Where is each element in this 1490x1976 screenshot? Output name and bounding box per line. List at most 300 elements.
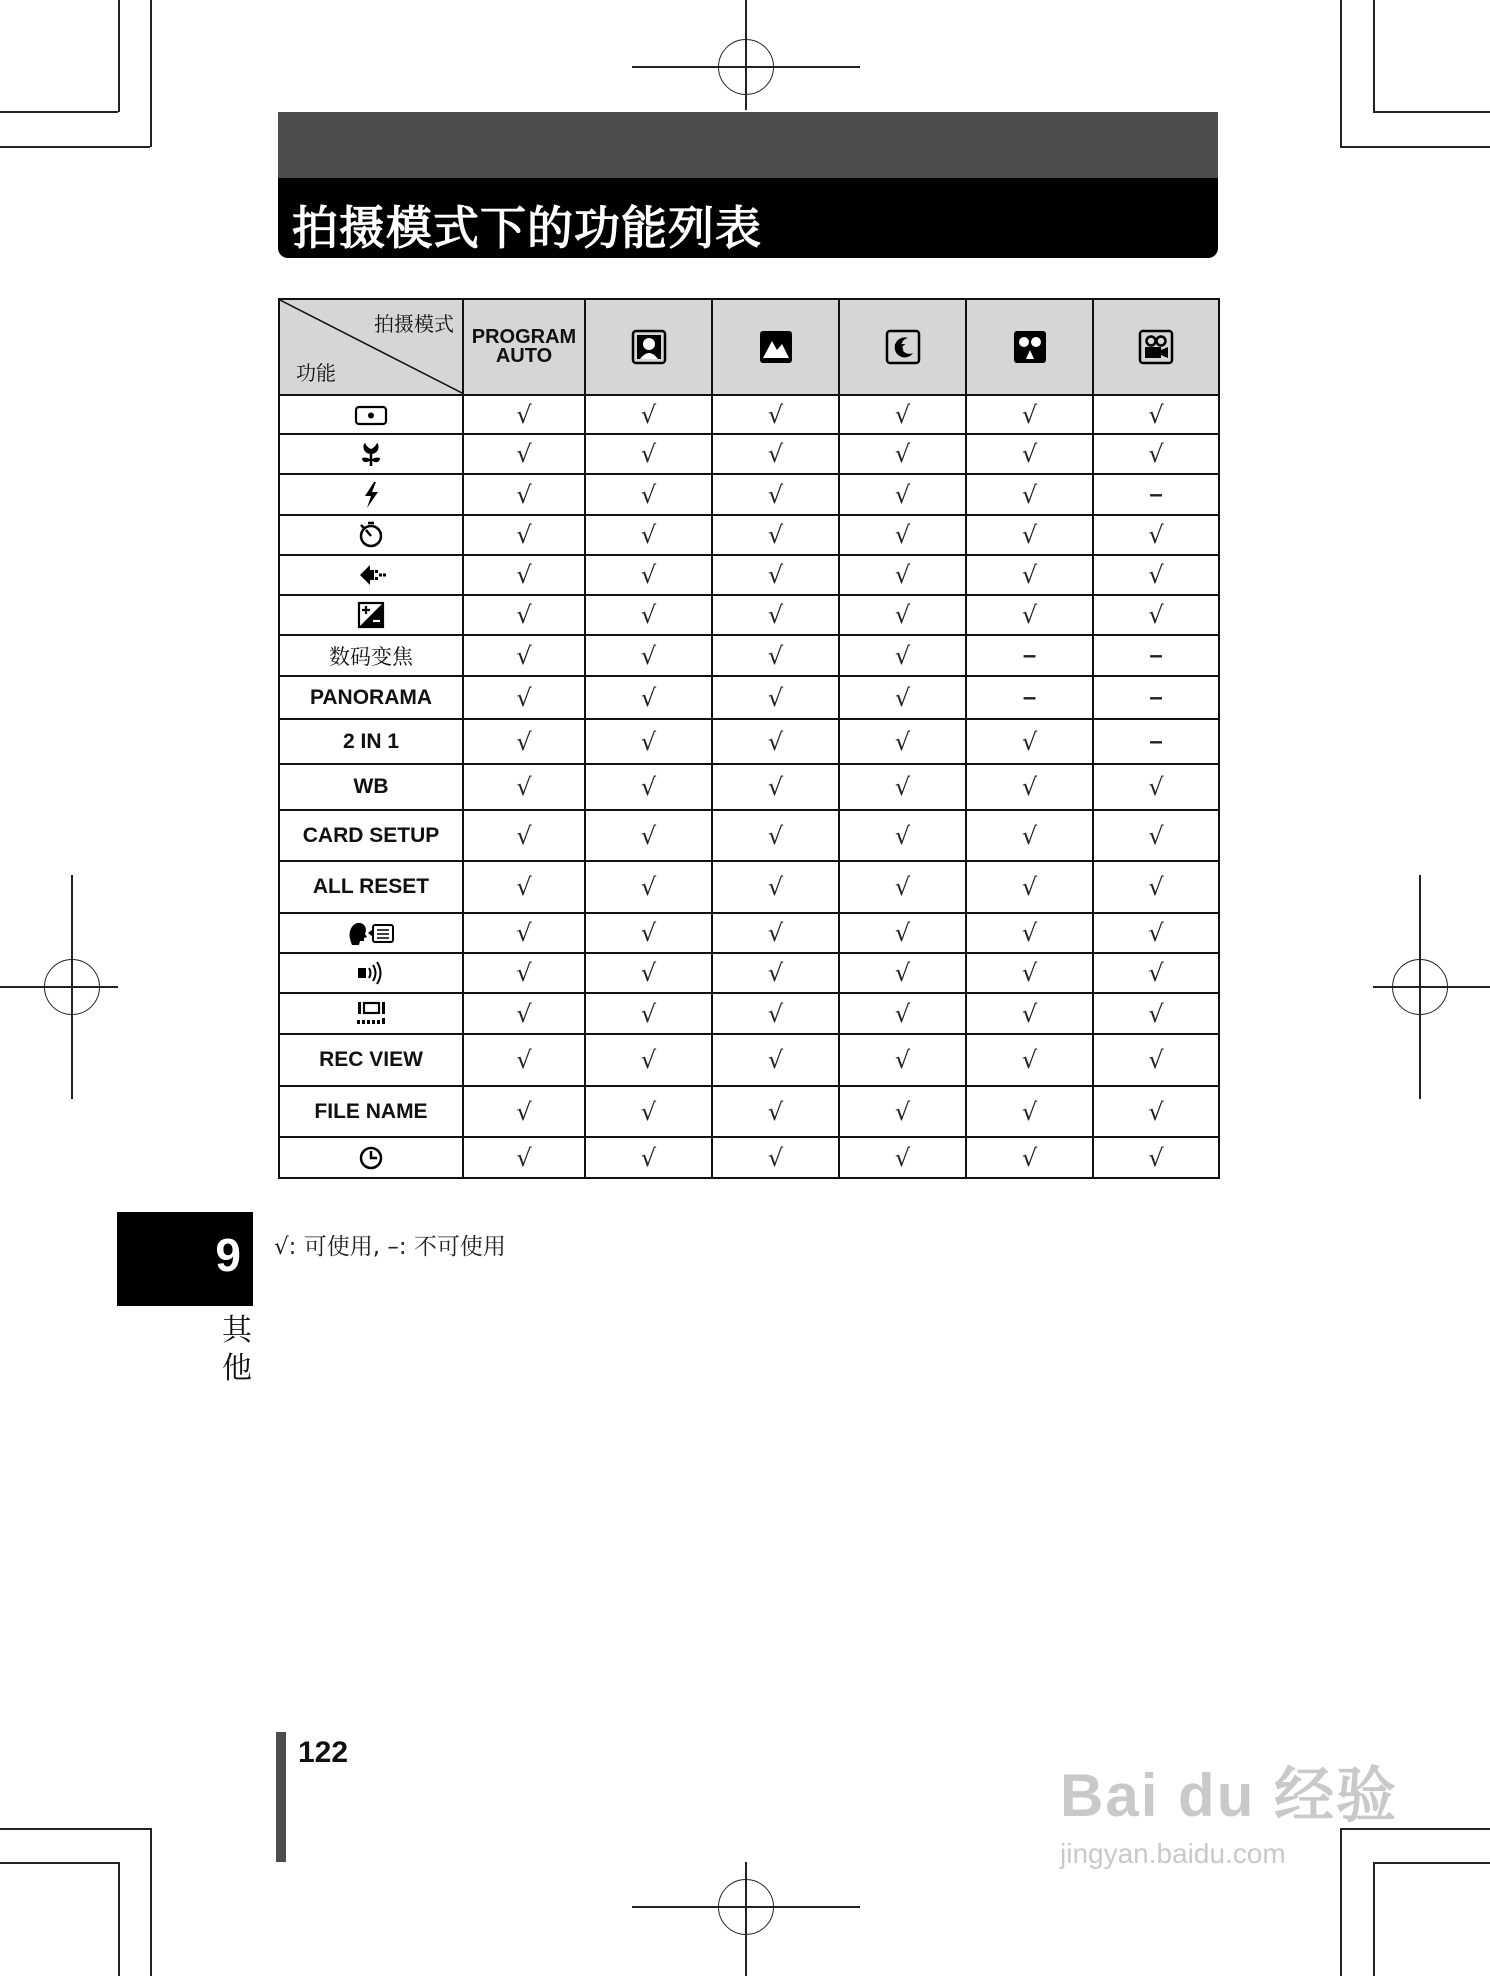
availability-cell xyxy=(839,595,966,635)
available-mark: √ xyxy=(894,1143,911,1172)
available-mark: √ xyxy=(640,919,657,947)
availability-cell xyxy=(585,993,712,1034)
page-header xyxy=(278,178,1218,258)
availability-cell xyxy=(463,953,585,993)
available-mark: √ xyxy=(640,821,657,850)
available-mark: √ xyxy=(1021,601,1038,629)
availability-cell xyxy=(839,764,966,810)
available-mark: √ xyxy=(1148,773,1164,801)
availability-cell xyxy=(839,474,966,515)
function-axis-label: 功能 xyxy=(296,361,336,385)
availability-cell xyxy=(585,1137,712,1178)
unavailable-mark: – xyxy=(1022,641,1037,669)
available-mark: √ xyxy=(894,480,911,509)
availability-cell xyxy=(712,953,839,993)
crop-mark xyxy=(1373,0,1375,112)
availability-cell xyxy=(1093,1137,1219,1178)
available-mark: √ xyxy=(516,821,532,850)
availability-cell xyxy=(1093,474,1219,515)
available-mark: √ xyxy=(894,821,911,850)
table-row xyxy=(279,953,1219,993)
table-row xyxy=(279,635,1219,676)
available-mark: √ xyxy=(767,873,784,901)
mode-header xyxy=(463,299,585,395)
table-row xyxy=(279,764,1219,810)
function-label: ALL RESET xyxy=(312,875,430,898)
availability-cell xyxy=(712,1137,839,1178)
exposure-compensation-icon xyxy=(354,601,388,629)
available-mark: √ xyxy=(1021,873,1038,901)
mode-header xyxy=(1093,299,1219,395)
unavailable-mark: – xyxy=(1149,727,1163,755)
movie-mode-icon xyxy=(1138,329,1174,365)
availability-cell xyxy=(1093,635,1219,676)
availability-cell xyxy=(463,434,585,474)
available-mark: √ xyxy=(1021,521,1038,549)
availability-cell xyxy=(463,1086,585,1137)
available-mark: √ xyxy=(767,561,784,589)
available-mark: √ xyxy=(767,773,784,801)
available-mark: √ xyxy=(894,641,911,670)
availability-cell xyxy=(839,913,966,953)
available-mark: √ xyxy=(1021,773,1038,801)
registration-circle xyxy=(718,1879,774,1935)
function-cell xyxy=(279,395,463,434)
availability-cell xyxy=(966,434,1093,474)
availability-cell xyxy=(463,810,585,861)
available-mark: √ xyxy=(1021,919,1038,947)
availability-cell xyxy=(463,395,585,434)
availability-cell xyxy=(463,913,585,953)
crop-mark xyxy=(118,1862,120,1976)
availability-cell xyxy=(966,913,1093,953)
function-cell xyxy=(279,764,463,810)
function-label: 2 IN 1 xyxy=(342,729,400,753)
availability-cell xyxy=(463,764,585,810)
crop-mark xyxy=(1340,0,1342,147)
availability-cell xyxy=(839,1137,966,1178)
availability-cell xyxy=(839,1034,966,1086)
crop-mark xyxy=(1340,146,1490,148)
available-mark: √ xyxy=(516,480,532,509)
availability-cell xyxy=(966,764,1093,810)
table-row xyxy=(279,861,1219,913)
mode-header xyxy=(966,299,1093,395)
available-mark: √ xyxy=(1148,1046,1164,1074)
availability-cell xyxy=(966,953,1093,993)
available-mark: √ xyxy=(767,821,784,850)
table-row xyxy=(279,719,1219,764)
availability-cell xyxy=(1093,810,1219,861)
availability-cell xyxy=(463,555,585,595)
available-mark: √ xyxy=(516,999,532,1028)
function-label: PANORAMA xyxy=(309,685,433,709)
availability-cell xyxy=(966,1137,1093,1178)
available-mark: √ xyxy=(1148,601,1164,629)
language-menu-icon xyxy=(346,919,396,947)
available-mark: √ xyxy=(516,641,532,670)
table-row xyxy=(279,676,1219,719)
availability-cell xyxy=(712,719,839,764)
availability-cell xyxy=(712,555,839,595)
available-mark: √ xyxy=(640,641,657,670)
spot-metering-icon xyxy=(354,401,388,429)
watermark xyxy=(1060,1748,1398,1870)
available-mark: √ xyxy=(1148,873,1164,901)
available-mark: √ xyxy=(1148,821,1164,850)
availability-cell xyxy=(966,555,1093,595)
available-mark: √ xyxy=(516,727,532,756)
available-mark: √ xyxy=(640,1143,657,1172)
available-mark: √ xyxy=(1148,400,1164,429)
landscape-mode-icon xyxy=(758,329,794,365)
available-mark: √ xyxy=(516,683,532,712)
clock-icon xyxy=(354,1144,388,1172)
available-mark: √ xyxy=(894,683,911,712)
table-row xyxy=(279,474,1219,515)
availability-cell xyxy=(463,993,585,1034)
available-mark: √ xyxy=(894,1097,911,1126)
available-mark: √ xyxy=(516,400,532,429)
availability-cell xyxy=(585,555,712,595)
mode-header xyxy=(712,299,839,395)
available-mark: √ xyxy=(640,601,657,629)
available-mark: √ xyxy=(1021,480,1038,509)
function-cell xyxy=(279,1137,463,1178)
availability-cell xyxy=(585,810,712,861)
available-mark: √ xyxy=(516,919,532,947)
available-mark: √ xyxy=(640,959,657,987)
available-mark: √ xyxy=(767,1143,784,1172)
availability-cell xyxy=(585,913,712,953)
available-mark: √ xyxy=(1021,959,1038,987)
availability-cell xyxy=(712,395,839,434)
availability-cell xyxy=(839,861,966,913)
availability-cell xyxy=(839,810,966,861)
available-mark: √ xyxy=(516,873,532,901)
available-mark: √ xyxy=(1021,999,1038,1028)
available-mark: √ xyxy=(767,999,784,1028)
mode-header xyxy=(839,299,966,395)
available-mark: √ xyxy=(767,683,784,712)
available-mark: √ xyxy=(1021,400,1038,429)
available-mark: √ xyxy=(1021,1143,1038,1172)
table-row xyxy=(279,434,1219,474)
availability-cell xyxy=(712,861,839,913)
unavailable-mark: – xyxy=(1149,641,1163,669)
function-label: FILE NAME xyxy=(314,1099,428,1123)
available-mark: √ xyxy=(640,999,657,1028)
availability-cell xyxy=(463,676,585,719)
available-mark: √ xyxy=(516,773,532,801)
availability-cell xyxy=(966,1034,1093,1086)
table-row xyxy=(279,1034,1219,1086)
availability-cell xyxy=(463,474,585,515)
availability-cell xyxy=(712,1034,839,1086)
availability-cell xyxy=(585,764,712,810)
available-mark: √ xyxy=(894,601,911,629)
available-mark: √ xyxy=(767,400,784,429)
mode-axis-label: 拍摄模式 xyxy=(374,312,454,336)
function-label: 数码变焦 xyxy=(329,644,413,669)
availability-cell xyxy=(966,810,1093,861)
available-mark: √ xyxy=(1148,1143,1164,1172)
available-mark: √ xyxy=(640,873,657,901)
available-mark: √ xyxy=(894,521,911,549)
available-mark: √ xyxy=(1148,1097,1164,1126)
function-label: CARD SETUP xyxy=(302,823,440,847)
function-cell xyxy=(279,1034,463,1086)
availability-cell xyxy=(966,676,1093,719)
availability-cell xyxy=(1093,395,1219,434)
availability-cell xyxy=(463,861,585,913)
legend: √: 可使用, –: 不可使用 xyxy=(274,1234,506,1260)
watermark-brand: Bai du 经验 xyxy=(1060,1762,1399,1829)
available-mark: √ xyxy=(516,1046,532,1074)
availability-cell xyxy=(966,861,1093,913)
function-cell xyxy=(279,555,463,595)
available-mark: √ xyxy=(767,480,784,509)
availability-cell xyxy=(1093,1034,1219,1086)
availability-cell xyxy=(1093,764,1219,810)
availability-cell xyxy=(712,434,839,474)
available-mark: √ xyxy=(640,440,657,468)
availability-cell xyxy=(712,515,839,555)
available-mark: √ xyxy=(1021,440,1038,468)
available-mark: √ xyxy=(767,919,784,947)
function-cell xyxy=(279,676,463,719)
availability-cell xyxy=(712,764,839,810)
page-number: 122 xyxy=(298,1736,349,1769)
availability-cell xyxy=(463,595,585,635)
function-cell xyxy=(279,595,463,635)
availability-cell xyxy=(463,515,585,555)
availability-cell xyxy=(1093,953,1219,993)
availability-cell xyxy=(712,595,839,635)
availability-cell xyxy=(1093,515,1219,555)
available-mark: √ xyxy=(1148,999,1164,1028)
availability-cell xyxy=(585,474,712,515)
availability-cell xyxy=(966,635,1093,676)
function-cell xyxy=(279,953,463,993)
header-band xyxy=(278,112,1218,178)
available-mark: √ xyxy=(767,959,784,987)
availability-cell xyxy=(463,719,585,764)
availability-cell xyxy=(585,953,712,993)
table-body xyxy=(279,395,1219,1178)
available-mark: √ xyxy=(894,400,911,429)
function-cell xyxy=(279,474,463,515)
available-mark: √ xyxy=(516,561,532,589)
available-mark: √ xyxy=(516,440,532,468)
availability-cell xyxy=(712,993,839,1034)
available-mark: √ xyxy=(1148,959,1164,987)
availability-cell xyxy=(1093,555,1219,595)
availability-cell xyxy=(1093,434,1219,474)
function-cell xyxy=(279,861,463,913)
table-row xyxy=(279,515,1219,555)
available-mark: √ xyxy=(516,521,532,549)
availability-cell xyxy=(585,1086,712,1137)
availability-cell xyxy=(966,595,1093,635)
table-header-row xyxy=(279,299,1219,395)
available-mark: √ xyxy=(516,959,532,987)
available-mark: √ xyxy=(516,1143,532,1172)
table-row xyxy=(279,395,1219,434)
available-mark: √ xyxy=(1021,821,1038,850)
availability-cell xyxy=(712,913,839,953)
availability-cell xyxy=(585,395,712,434)
self-timer-icon xyxy=(354,521,388,549)
available-mark: √ xyxy=(894,561,911,589)
function-label: WB xyxy=(353,775,389,798)
function-cell xyxy=(279,913,463,953)
available-mark: √ xyxy=(1021,561,1038,589)
availability-cell xyxy=(839,676,966,719)
available-mark: √ xyxy=(1148,521,1164,549)
availability-cell xyxy=(839,635,966,676)
available-mark: √ xyxy=(894,919,911,947)
unavailable-mark: – xyxy=(1149,683,1163,711)
availability-cell xyxy=(585,595,712,635)
available-mark: √ xyxy=(767,1046,784,1074)
available-mark: √ xyxy=(640,1046,657,1074)
macro-icon xyxy=(354,440,388,468)
availability-cell xyxy=(712,676,839,719)
corner-header xyxy=(279,299,463,395)
availability-cell xyxy=(1093,913,1219,953)
monitor-brightness-icon xyxy=(354,1000,388,1028)
availability-cell xyxy=(839,515,966,555)
availability-cell xyxy=(1093,993,1219,1034)
available-mark: √ xyxy=(640,400,657,429)
availability-cell xyxy=(585,635,712,676)
page-number-bar xyxy=(276,1732,286,1862)
availability-cell xyxy=(1093,719,1219,764)
unavailable-mark: – xyxy=(1149,480,1163,508)
program-auto-label: PROGRAM AUTO xyxy=(471,326,577,367)
available-mark: √ xyxy=(894,1046,911,1074)
crop-mark xyxy=(0,1862,118,1864)
crop-mark xyxy=(1373,1862,1375,1976)
availability-cell xyxy=(839,993,966,1034)
table-row xyxy=(279,555,1219,595)
watermark-url: jingyan.baidu.com xyxy=(1060,1838,1286,1869)
beep-sound-icon xyxy=(354,959,388,987)
function-label: REC VIEW xyxy=(319,1048,423,1071)
function-cell xyxy=(279,993,463,1034)
availability-cell xyxy=(585,515,712,555)
availability-cell xyxy=(966,474,1093,515)
available-mark: √ xyxy=(640,727,657,756)
crop-mark xyxy=(0,146,150,148)
availability-cell xyxy=(839,1086,966,1137)
flash-icon xyxy=(354,481,388,509)
table-row xyxy=(279,913,1219,953)
available-mark: √ xyxy=(1148,440,1164,468)
registration-circle xyxy=(44,959,100,1015)
portrait-mode-icon xyxy=(631,329,667,365)
crop-mark xyxy=(0,111,118,113)
availability-cell xyxy=(1093,861,1219,913)
mode-header xyxy=(585,299,712,395)
availability-cell xyxy=(966,719,1093,764)
function-cell xyxy=(279,515,463,555)
available-mark: √ xyxy=(767,1097,784,1126)
available-mark: √ xyxy=(894,773,911,801)
availability-cell xyxy=(463,1137,585,1178)
crop-mark xyxy=(150,0,152,147)
table-row xyxy=(279,810,1219,861)
available-mark: √ xyxy=(894,873,911,901)
available-mark: √ xyxy=(894,727,911,756)
availability-cell xyxy=(712,474,839,515)
self-portrait-mode-icon xyxy=(1012,329,1048,365)
availability-cell xyxy=(585,434,712,474)
available-mark: √ xyxy=(1148,919,1164,947)
registration-circle xyxy=(1392,959,1448,1015)
availability-cell xyxy=(966,395,1093,434)
crop-mark xyxy=(1373,111,1490,113)
available-mark: √ xyxy=(1148,561,1164,589)
availability-cell xyxy=(839,719,966,764)
function-cell xyxy=(279,434,463,474)
available-mark: √ xyxy=(1021,727,1038,756)
availability-cell xyxy=(585,1034,712,1086)
function-table xyxy=(278,298,1220,1179)
image-quality-icon xyxy=(354,561,388,589)
page-title: 拍摄模式下的功能列表 xyxy=(292,201,762,255)
available-mark: √ xyxy=(640,1097,657,1126)
availability-cell xyxy=(1093,676,1219,719)
available-mark: √ xyxy=(767,601,784,629)
availability-cell xyxy=(1093,1086,1219,1137)
available-mark: √ xyxy=(767,440,784,468)
function-cell xyxy=(279,810,463,861)
availability-cell xyxy=(839,555,966,595)
crop-mark xyxy=(150,1828,152,1976)
available-mark: √ xyxy=(767,727,784,756)
availability-cell xyxy=(712,635,839,676)
availability-cell xyxy=(463,635,585,676)
available-mark: √ xyxy=(640,480,657,509)
available-mark: √ xyxy=(516,601,532,629)
table-row xyxy=(279,595,1219,635)
available-mark: √ xyxy=(1021,1046,1038,1074)
availability-cell xyxy=(585,861,712,913)
availability-cell xyxy=(712,810,839,861)
availability-cell xyxy=(585,676,712,719)
function-cell xyxy=(279,719,463,764)
available-mark: √ xyxy=(767,641,784,670)
availability-cell xyxy=(966,1086,1093,1137)
function-cell xyxy=(279,635,463,676)
availability-cell xyxy=(839,434,966,474)
function-cell xyxy=(279,1086,463,1137)
availability-cell xyxy=(839,395,966,434)
available-mark: √ xyxy=(767,521,784,549)
available-mark: √ xyxy=(640,561,657,589)
availability-cell xyxy=(966,515,1093,555)
crop-mark xyxy=(0,1828,150,1830)
chapter-title: 其他 xyxy=(222,1313,252,1386)
available-mark: √ xyxy=(894,959,911,987)
availability-cell xyxy=(966,993,1093,1034)
crop-mark xyxy=(118,0,120,112)
unavailable-mark: – xyxy=(1022,683,1037,711)
registration-circle xyxy=(718,39,774,95)
availability-cell xyxy=(585,719,712,764)
